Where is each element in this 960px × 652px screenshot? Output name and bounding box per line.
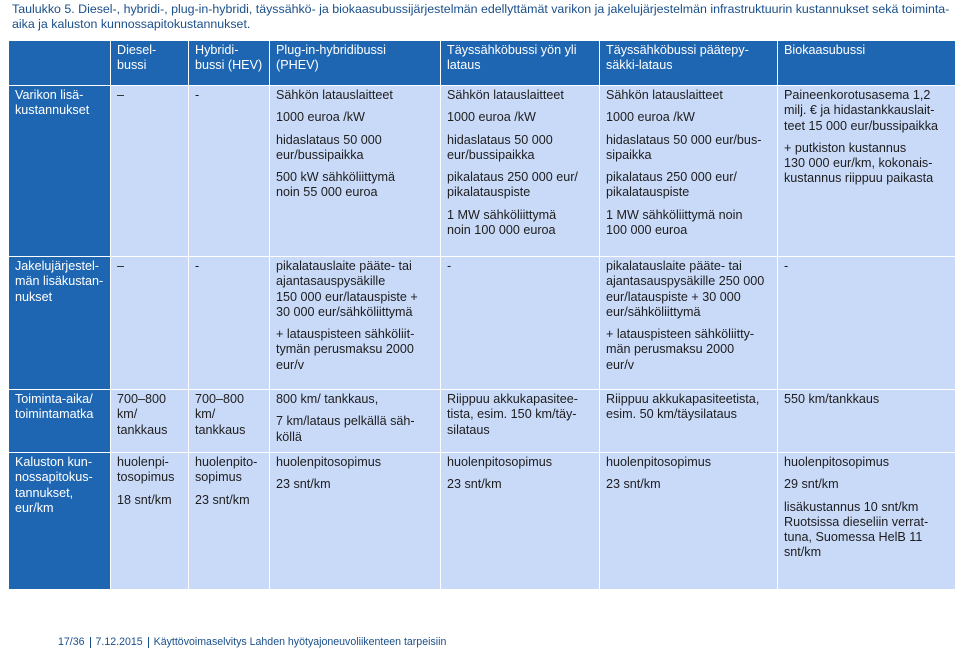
row-header-distribution-costs: Jakelujärjestel- män lisäkustan- nukset (9, 257, 110, 389)
cell-distribution-costs-phev (270, 257, 440, 389)
cell-text: lisäkustannus 10 snt/km Ruotsissa dieseliin verrat- tuna, Suomessa HelB 11 snt/km (784, 499, 929, 560)
cell-distribution-costs-biogas (778, 257, 955, 389)
cell-text: + latauspisteen sähköliit- tymän perusmaksu 2000 eur/v (276, 327, 415, 372)
col-header-diesel: Diesel- bussi (111, 41, 188, 85)
cell-depot-costs-hev (189, 86, 269, 256)
cell-text: huolenpito- sopimus (195, 455, 258, 485)
cell-text: huolenpitosopimus (447, 455, 553, 469)
col-header-phev: Plug-in-hybridibussi (PHEV) (270, 41, 440, 85)
cell-text: 700–800 km/ tankkaus (117, 392, 168, 437)
cell-text: hidaslataus 50 000 eur/bussipaikka (276, 132, 382, 162)
cell-distribution-costs-diesel (111, 257, 188, 389)
cell-text: 29 snt/km (784, 477, 839, 492)
cell-distribution-costs-ev-terminal (600, 257, 777, 389)
corner-cell (9, 41, 110, 85)
footer-date: 7.12.2015 (95, 636, 143, 648)
cell-text: pikalatauslaite pääte- tai ajantasauspysäkille 250 000 eur/latauspiste + 30 000 eur/sähköliittymä (606, 259, 765, 319)
cell-text: hidaslataus 50 000 eur/bus- sipaikka (606, 132, 762, 162)
table-row-distribution-costs (9, 257, 955, 389)
cell-text: Paineenkorotusasema 1,2 milj. € ja hidastankkauslait- teet 15 000 eur/bussipaikka (784, 88, 939, 133)
row-header-maintenance-costs: Kaluston kun- nossapitokus- tannukset, eur/km (9, 453, 110, 589)
cell-operating-range-diesel (111, 390, 188, 452)
cell-text: huolenpitosopimus (784, 455, 890, 469)
cell-text: Riippuu akkukapasitee- tista, esim. 150 km/täy- silataus (447, 392, 578, 437)
cell-text: - (784, 259, 789, 273)
cell-text: Sähkön latauslaitteet (447, 88, 564, 102)
cell-operating-range-hev (189, 390, 269, 452)
cell-text: - (195, 259, 200, 273)
cell-maintenance-costs-biogas (778, 453, 955, 589)
cell-text: 1000 euroa /kW (276, 110, 365, 125)
cell-text: 500 kW sähköliittymä noin 55 000 euroa (276, 170, 395, 200)
cell-depot-costs-phev (270, 86, 440, 256)
cell-operating-range-ev-terminal (600, 390, 777, 452)
cell-depot-costs-ev-terminal (600, 86, 777, 256)
cell-text: 800 km/ tankkaus, (276, 392, 379, 406)
cell-text: + latauspisteen sähköliitty- män perusmaksu 2000 eur/v (606, 327, 755, 372)
cell-text: huolenpi- tosopimus (117, 455, 175, 485)
cell-text: pikalataus 250 000 eur/ pikalatauspiste (606, 170, 737, 200)
cell-text: hidaslataus 50 000 eur/bussipaikka (447, 132, 553, 162)
cell-text: pikalatauslaite pääte- tai ajantasauspysäkille 150 000 eur/latauspiste + 30 000 eur/sähköliittymä (276, 259, 418, 319)
cell-text: 1000 euroa /kW (606, 110, 695, 125)
col-header-ev-terminal: Täyssähköbussi päätepy- säkki-lataus (600, 41, 777, 85)
cell-maintenance-costs-ev-overnight (441, 453, 599, 589)
cell-operating-range-biogas (778, 390, 955, 452)
cell-text: - (195, 88, 200, 102)
col-header-biogas: Biokaasubussi (778, 41, 955, 85)
row-header-operating-range: Toiminta-aika/ toimintamatka (9, 390, 110, 452)
cell-text: pikalataus 250 000 eur/ pikalatauspiste (447, 170, 578, 200)
cell-operating-range-ev-overnight (441, 390, 599, 452)
cell-text: Sähkön latauslaitteet (606, 88, 723, 102)
cell-depot-costs-diesel (111, 86, 188, 256)
cell-text: 23 snt/km (195, 492, 250, 507)
header-row (9, 41, 955, 85)
table-row-maintenance-costs (9, 453, 955, 589)
cell-operating-range-phev (270, 390, 440, 452)
cell-text: 23 snt/km (276, 477, 331, 492)
cell-maintenance-costs-diesel (111, 453, 188, 589)
table-row-depot-costs (9, 86, 955, 256)
cell-text: 18 snt/km (117, 492, 172, 507)
cell-distribution-costs-ev-overnight (441, 257, 599, 389)
cell-text: 1 MW sähköliittymä noin 100 000 euroa (447, 207, 557, 238)
col-header-hev: Hybridi- bussi (HEV) (189, 41, 269, 85)
cell-depot-costs-biogas (778, 86, 955, 256)
footer-page: 17/36 (58, 636, 85, 648)
col-header-ev-overnight: Täyssähköbussi yön yli lataus (441, 41, 599, 85)
cell-text: + putkiston kustannus 130 000 eur/km, kokonais- kustannus riippuu paikasta (784, 140, 934, 186)
table-row-operating-range (9, 390, 955, 452)
cell-text: Riippuu akkukapasiteetista, esim. 50 km/täysilataus (606, 392, 760, 422)
row-header-depot-costs: Varikon lisä- kustannukset (9, 86, 110, 256)
cell-text: huolenpitosopimus (606, 455, 712, 469)
cell-depot-costs-ev-overnight (441, 86, 599, 256)
cost-table (8, 40, 956, 590)
cell-text: – (117, 88, 125, 102)
cell-maintenance-costs-hev (189, 453, 269, 589)
cell-text: 1000 euroa /kW (447, 110, 536, 125)
cell-text: 23 snt/km (447, 477, 502, 492)
page-footer (58, 636, 446, 648)
cell-maintenance-costs-phev (270, 453, 440, 589)
footer-title: Käyttövoimaselvitys Lahden hyötyajoneuvoliikenteen tarpeisiin (153, 636, 447, 648)
cell-text: – (117, 259, 125, 273)
cell-text: huolenpitosopimus (276, 455, 382, 469)
cell-text: 700–800 km/ tankkaus (195, 392, 246, 437)
cell-distribution-costs-hev (189, 257, 269, 389)
cell-maintenance-costs-ev-terminal (600, 453, 777, 589)
cell-text: 23 snt/km (606, 477, 661, 492)
cell-text: 1 MW sähköliittymä noin 100 000 euroa (606, 207, 743, 238)
cell-text: Sähkön latauslaitteet (276, 88, 393, 102)
cell-text: 550 km/tankkaus (784, 392, 880, 406)
cell-text: - (447, 259, 452, 273)
cell-text: 7 km/lataus pelkällä säh- köllä (276, 414, 415, 444)
table-caption: Taulukko 5. Diesel-, hybridi-, plug-in-hybridi, täyssähkö- ja biokaasubussijärjestelmän edellyttämät varikon ja jakelujärjestelmän infrastruktuurin kustannukset sekä toiminta-aika ja kaluston kunnossapitokustannukset. (12, 2, 950, 31)
